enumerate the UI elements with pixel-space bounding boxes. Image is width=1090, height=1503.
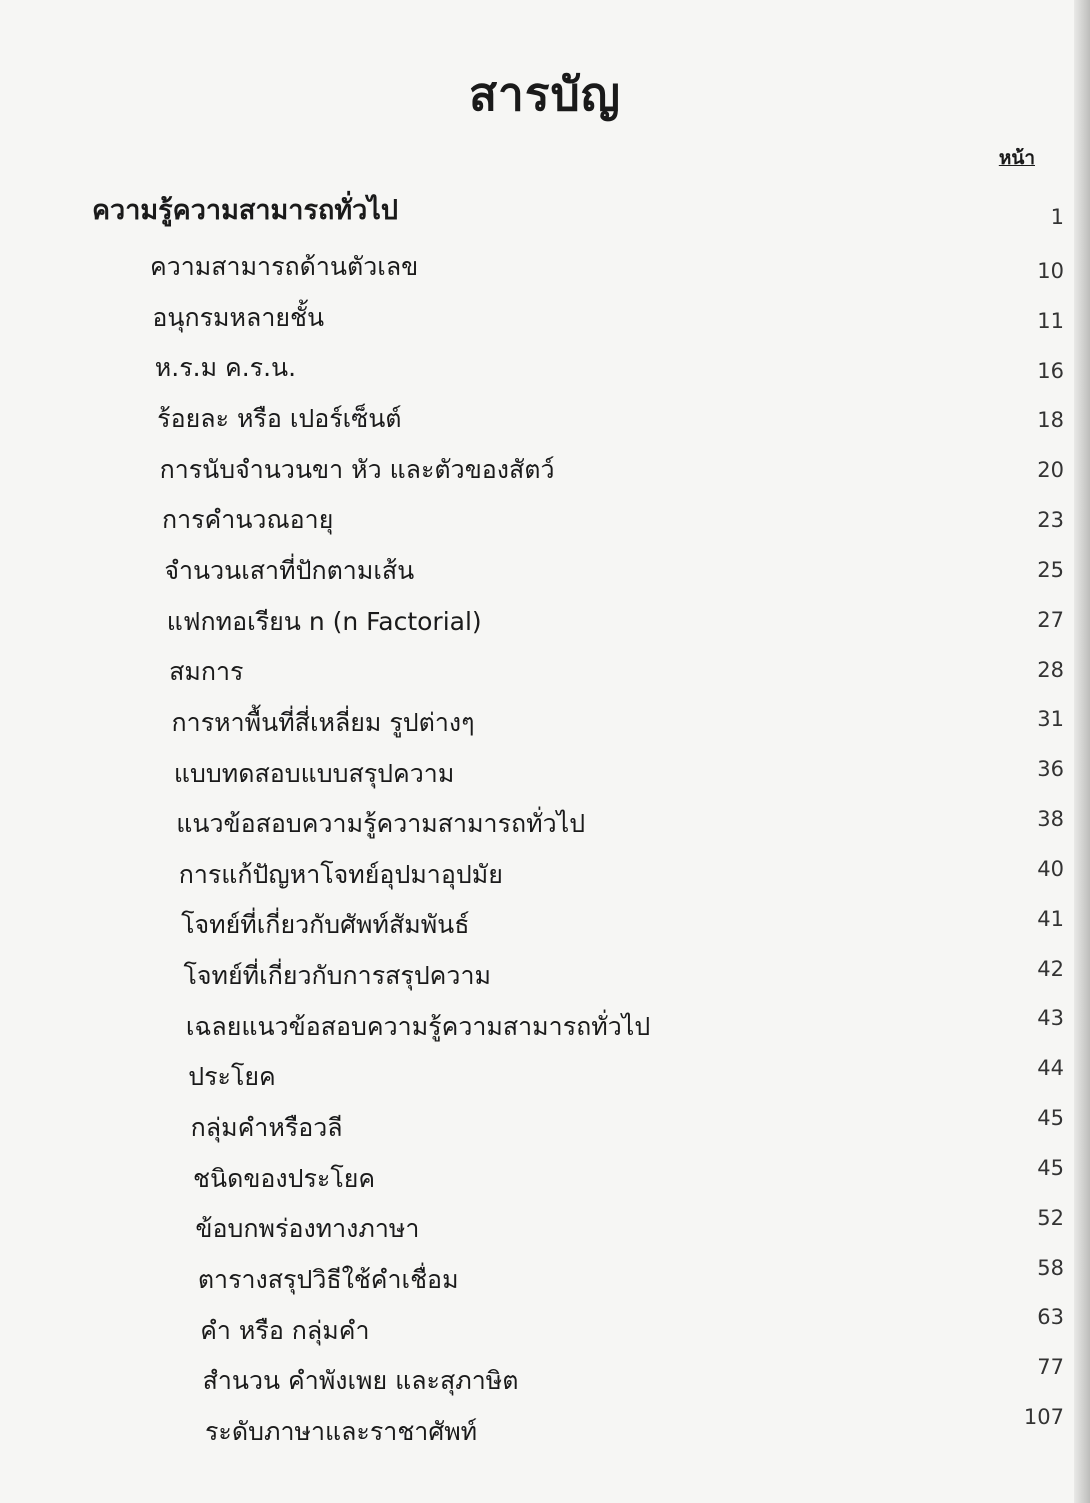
- toc-entry-page: 52: [1037, 1205, 1064, 1230]
- toc-entry-page: 31: [1037, 707, 1064, 732]
- toc-entry-page: 36: [1037, 757, 1064, 782]
- toc-entry-title: แฟกทอเรียน n (n Factorial): [166, 606, 482, 636]
- toc-entry-page: 16: [1037, 358, 1064, 383]
- toc-entry-title: การหาพื้นที่สี่เหลี่ยม รูปต่างๆ: [171, 707, 475, 737]
- toc-entry-title: โจทย์ที่เกี่ยวกับศัพท์สัมพันธ์: [181, 910, 470, 940]
- toc-entry-title: การแก้ปัญหาโจทย์อุปมาอุปมัย: [178, 859, 503, 889]
- toc-entry-title: การนับจำนวนขา หัว และตัวของสัตว์: [159, 454, 555, 484]
- toc-entry-title: คำ หรือ กลุ่มคำ: [200, 1315, 370, 1345]
- section-heading: ความรู้ความสามารถทั่วไป: [92, 195, 398, 226]
- toc-entry-title: แนวข้อสอบความรู้ความสามารถทั่วไป: [176, 809, 586, 839]
- toc-entry-page: 45: [1037, 1155, 1064, 1180]
- toc-entry-page: 40: [1037, 856, 1064, 881]
- toc-entry-title: ห.ร.ม ค.ร.น.: [154, 353, 297, 383]
- toc-entry-title: ชนิดของประโยค: [193, 1163, 376, 1193]
- toc-entry-page: 20: [1037, 458, 1064, 483]
- toc-entry-title: ระดับภาษาและราชาศัพท์: [205, 1417, 478, 1446]
- toc-entry-title: เฉลยแนวข้อสอบความรู้ความสามารถทั่วไป: [185, 1011, 651, 1041]
- toc-entry-title: จำนวนเสาที่ปักตามเส้น: [164, 555, 415, 585]
- toc-entry-title: แบบทดสอบแบบสรุปความ: [173, 758, 455, 788]
- toc-entry-title: ตารางสรุปวิธีใช้คำเชื่อม: [197, 1265, 459, 1295]
- toc-entry-page: 107: [1023, 1405, 1064, 1429]
- toc-entry-page: 38: [1037, 807, 1064, 832]
- toc-entry-title: ร้อยละ หรือ เปอร์เซ็นต์: [157, 403, 402, 433]
- toc-entry-page: 63: [1037, 1305, 1064, 1330]
- toc-entry-title: ประโยค: [188, 1062, 276, 1092]
- toc-entry-page: 77: [1037, 1355, 1064, 1380]
- toc-entry-page: 42: [1037, 956, 1064, 981]
- toc-entry-page: 10: [1037, 259, 1064, 283]
- toc-entry-title: ความสามารถด้านตัวเลข: [150, 252, 419, 281]
- toc-entry-title: การคำนวณอายุ: [161, 505, 334, 535]
- toc-entry-page: 23: [1037, 508, 1064, 533]
- toc-entry-page: 43: [1037, 1006, 1064, 1031]
- toc-entry-page: 41: [1037, 906, 1064, 931]
- toc-entry-title: ข้อบกพร่องทางภาษา: [195, 1214, 420, 1244]
- toc-entry-title: สำนวน คำพังเพย และสุภาษิต: [202, 1366, 519, 1396]
- toc-entry-page: 18: [1037, 408, 1064, 433]
- page-title: สารบัญ: [468, 67, 621, 121]
- toc-entry-page: 58: [1037, 1255, 1064, 1280]
- toc-entry-page: 27: [1037, 607, 1064, 632]
- toc-entry-page: 44: [1037, 1056, 1064, 1081]
- toc-entry-title: โจทย์ที่เกี่ยวกับการสรุปความ: [183, 961, 491, 991]
- page-column-label: หน้า: [998, 147, 1035, 169]
- section-page-number: 1: [1050, 205, 1064, 229]
- toc-entry-page: 45: [1037, 1106, 1064, 1131]
- toc-entry-page: 28: [1037, 657, 1064, 682]
- toc-entry-page: 11: [1037, 308, 1064, 333]
- toc-entry-page: 25: [1037, 557, 1064, 582]
- toc-entry-title: กลุ่มคำหรือวลี: [190, 1113, 343, 1143]
- toc-entry-title: อนุกรมหลายชั้น: [152, 302, 325, 332]
- page-edge-shadow: [1074, 0, 1090, 1503]
- toc-entry-title: สมการ: [169, 657, 244, 687]
